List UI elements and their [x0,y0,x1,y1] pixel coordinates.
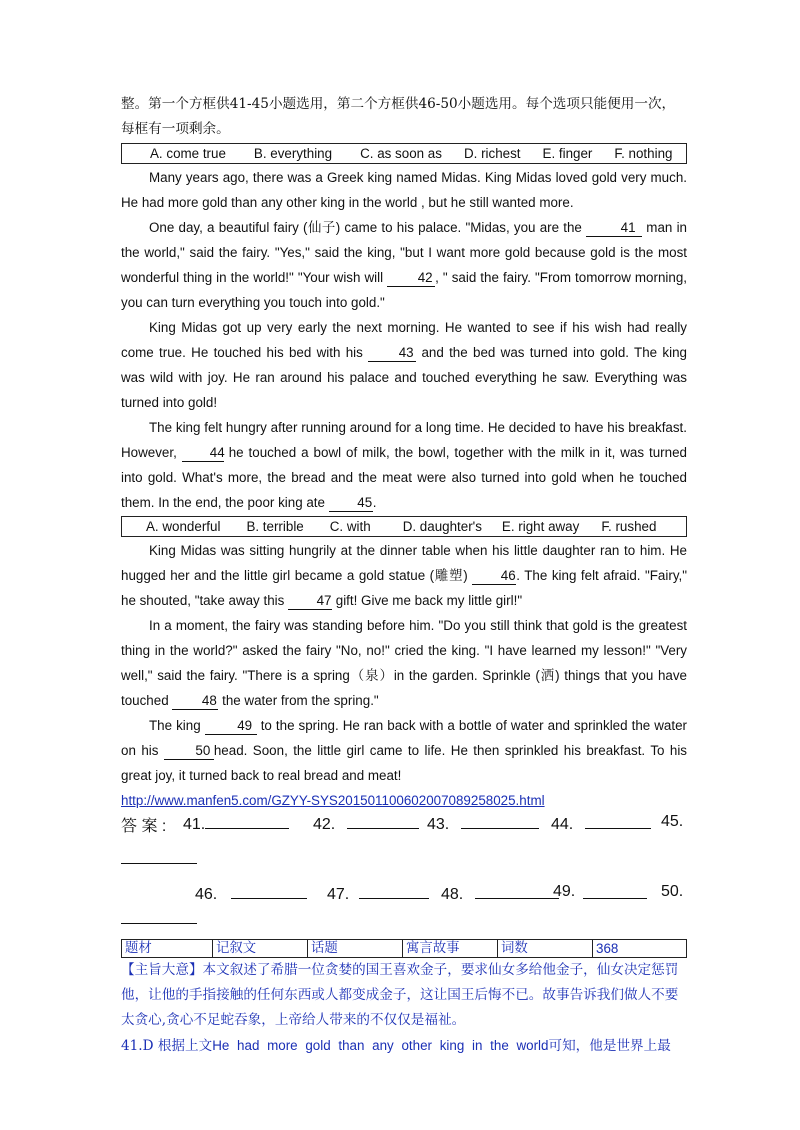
option-d2: D. daughter's [402,519,482,534]
paragraph-3: King Midas got up very early the next morning. He wanted to see if his wish had really come true. He touched his bed with his 43 and the bed was turned into gold. The king was wild with joy. He ran around his palace and touched everything he saw. Everything was turned into gold! [121,320,687,410]
option-f2: F. rushed [601,519,657,534]
option-c2: C. with [329,519,371,534]
blank-41: 41 [586,220,642,237]
blank-45: 45 [329,495,373,512]
answers-row-1 [121,813,687,838]
option-e2: E. right away [501,519,580,534]
answer-47-number: 47. [327,886,350,903]
answer-45-number: 45. [661,813,684,830]
paragraph-2: One day, a beautiful fairy (仙子) came to his palace. "Midas, you are the 41 man in the world," said the fairy. "Yes," said the king, "but I want more gold because gold is the most wonderful thing in the world!" "Your wish will 42 , " said the fairy. "From tomorrow morning, you can turn everything you touch into gold." [121,220,688,310]
blank-46: 46 [472,568,516,585]
intro-line-1: 整。第一个方框供41-45小题选用，第二个方框供46-50小题选用。每个选项只能便用一次， [121,96,676,112]
answers-row-2 [121,883,687,908]
explanation-41: 41.D 根据上文He had more gold than any other king in the world可知，他是世界上最 [121,1038,671,1054]
answer-48-line [475,883,559,899]
answer-42-line [347,813,419,829]
answer-43-line [461,813,539,829]
paragraph-1: Many years ago, there was a Greek king named Midas. King Midas loved gold very much. He had more gold than any other king in the world , but he still wanted more. [121,170,687,210]
answer-47-line [359,883,429,899]
intro-line-2: 每框有一项剩余。 [121,121,230,137]
source-link[interactable]: http://www.manfen5.com/GZYY-SYS201501100602007089258025.html [121,793,545,808]
option-d: D. richest [463,146,521,161]
answer-41-line [205,813,289,829]
answer-50-number: 50. [661,883,684,900]
option-b2: B. terrible [246,519,304,534]
blank-49: 49 [205,718,257,735]
options-box-1 [121,143,687,164]
blank-42: 42 [387,270,435,287]
answer-42-number: 42. [313,816,336,833]
option-a2: A. wonderful [146,519,221,534]
option-e: E. finger [542,146,593,161]
blank-47: 47 [288,593,332,610]
meta-topic-value: 寓言故事 [403,940,498,958]
answer-44-number: 44. [551,816,574,833]
options-box-2 [121,516,687,537]
answer-44-line [585,813,651,829]
blank-48: 48 [172,693,218,710]
option-b: B. everything [253,146,333,161]
option-c: C. as soon as [360,146,442,161]
paragraph-6: In a moment, the fairy was standing before him. "Do you still think that gold is the greatest thing in the world?" asked the fairy "No, no!" cried the king. "I have learned my lesson!" "Very well," said the fairy. "There is a spring（泉）in the garden. Sprinkle (洒) things that you have touched 48 the water from the spring." [121,618,687,708]
option-a: A. come true [150,146,226,161]
meta-genre-value: 记叙文 [213,940,308,958]
blank-44: 44 [182,445,224,462]
answer-49-line [583,883,647,899]
blank-43: 43 [368,345,416,362]
answer-43-number: 43. [427,816,450,833]
answer-49-number: 49. [553,883,576,900]
answer-50-line [121,908,197,924]
answer-46-number: 46. [195,886,218,903]
worksheet-page [121,92,687,1059]
metadata-table [121,939,687,958]
paragraph-7: The king 49 to the spring. He ran back with a bottle of water and sprinkled the water on his 50 head. Soon, the little girl came to life. He then sprinkled his breakfast. To his great joy, it turned back to real bread and meat! [121,718,687,783]
meta-topic-label: 话题 [308,940,403,958]
meta-genre-label: 题材 [122,940,213,958]
answer-45-line [121,848,197,864]
meta-wordcount-label: 词数 [498,940,593,958]
option-f: F. nothing [614,146,673,161]
blank-50: 50 [164,743,214,760]
paragraph-4: The king felt hungry after running around for a long time. He decided to have his breakfast. However, 44 he touched a bowl of milk, the bowl, together with the milk in it, was turned into gold. What's more, the bread and the meat were also turned into gold when he touched them. In the end, the poor king ate 45. [121,420,687,510]
paragraph-5: King Midas was sitting hungrily at the dinner table when his little daughter ran to him. He hugged her and the little girl became a gold statue (雕塑) 46. The king felt afraid. "Fairy," he shouted, "take away this 47 gift! Give me back my little girl!" [121,543,687,608]
answer-46-line [231,883,307,899]
answer-48-number: 48. [441,886,464,903]
meta-wordcount-value: 368 [593,940,687,958]
answer-41-number: 41. [183,816,206,833]
answers-label: 答 案 : [121,818,167,835]
main-idea-summary: 【主旨大意】本文叙述了希腊一位贪婪的国王喜欢金子，要求仙女多给他金子，仙女决定惩罚他，让他的手指接触的任何东西或人都变成金子，这让国王后悔不已。故事告诉我们做人不要太贪心,贪心不足蛇吞象，上帝给人带来的不仅仅是福祉。 [121,962,679,1028]
